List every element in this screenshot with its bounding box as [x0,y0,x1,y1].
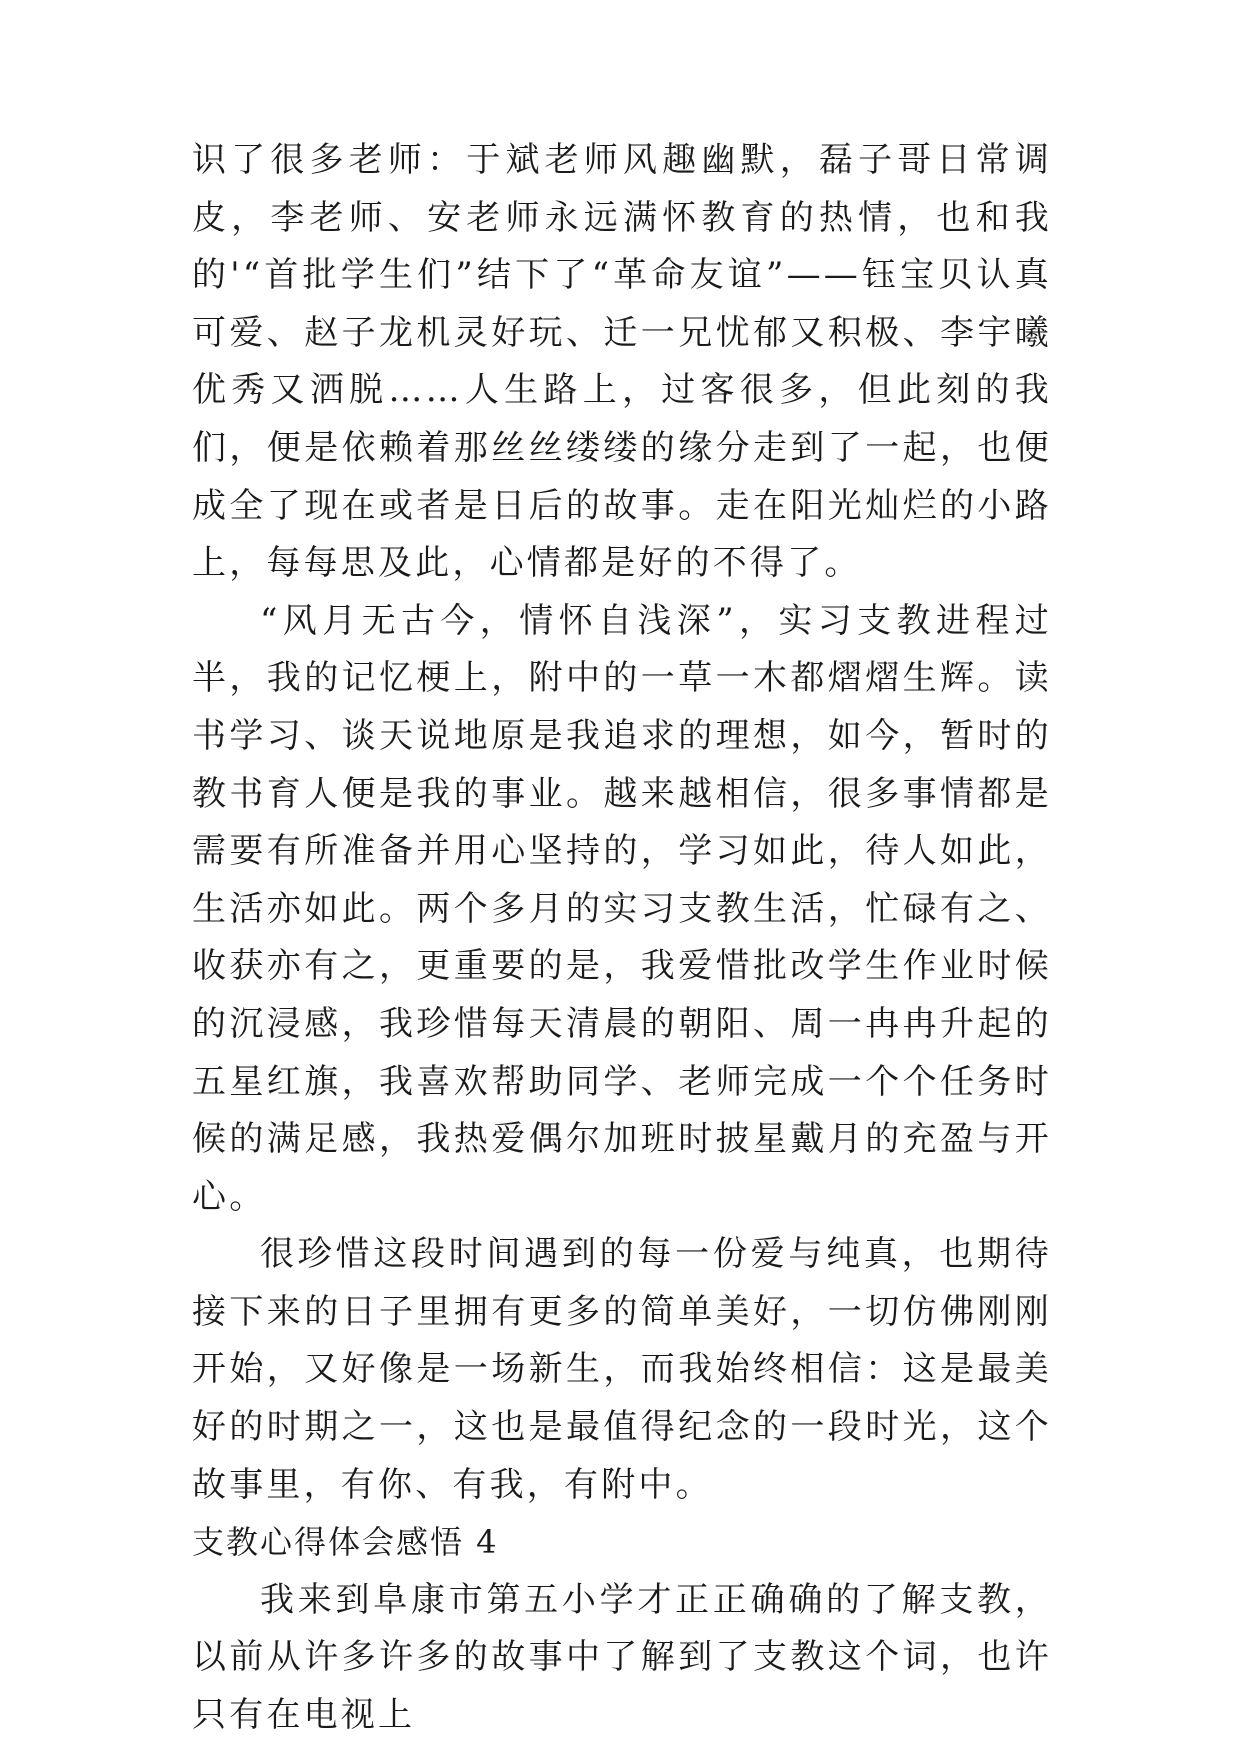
paragraph-cherish: 很珍惜这段时间遇到的每一份爱与纯真，也期待接下来的日子里拥有更多的简单美好，一切仿佛刚刚开始，又好像是一场新生，而我始终相信：这是最美好的时期之一，这也是最值得纪念的一段时光，这个故事里，有你、有我，有附中。 [192,1234,1052,1505]
document-body [192,132,1052,1745]
paragraph-memories: “风月无古今，情怀自浅深”，实习支教进程过半，我的记忆梗上，附中的一草一木都熠熠生辉。读书学习、谈天说地原是我追求的理想，如今，暂时的教书育人便是我的事业。越来越相信，很多事情都是需要有所准备并用心坚持的，学习如此，待人如此，生活亦如此。两个多月的实习支教生活，忙碌有之、收获亦有之，更重要的是，我爱惜批改学生作业时候的沉浸感，我珍惜每天清晨的朝阳、周一冉冉升起的五星红旗，我喜欢帮助同学、老师完成一个个任务时候的满足感，我热爱偶尔加班时披星戴月的充盈与开心。 [192,600,1052,1217]
section-heading: 支教心得体会感悟 4 [192,1523,499,1562]
paragraph-fukang-school: 我来到阜康市第五小学才正正确确的了解支教，以前从许多许多的故事中了解到了支教这个词，也许只有在电视上 [192,1579,1052,1736]
paragraph-teachers-and-students: 识了很多老师：于斌老师风趣幽默，磊子哥日常调皮，李老师、安老师永远满怀教育的热情，也和我的'“首批学生们”结下了“革命友谊”——钰宝贝认真可爱、赵子龙机灵好玩、迁一兄忧郁又积极、李宇曦优秀又洒脱……人生路上，过客很多，但此刻的我们，便是依赖着那丝丝缕缕的缘分走到了一起，也便成全了现在或者是日后的故事。走在阳光灿烂的小路上，每每思及此，心情都是好的不得了。 [192,140,1052,584]
